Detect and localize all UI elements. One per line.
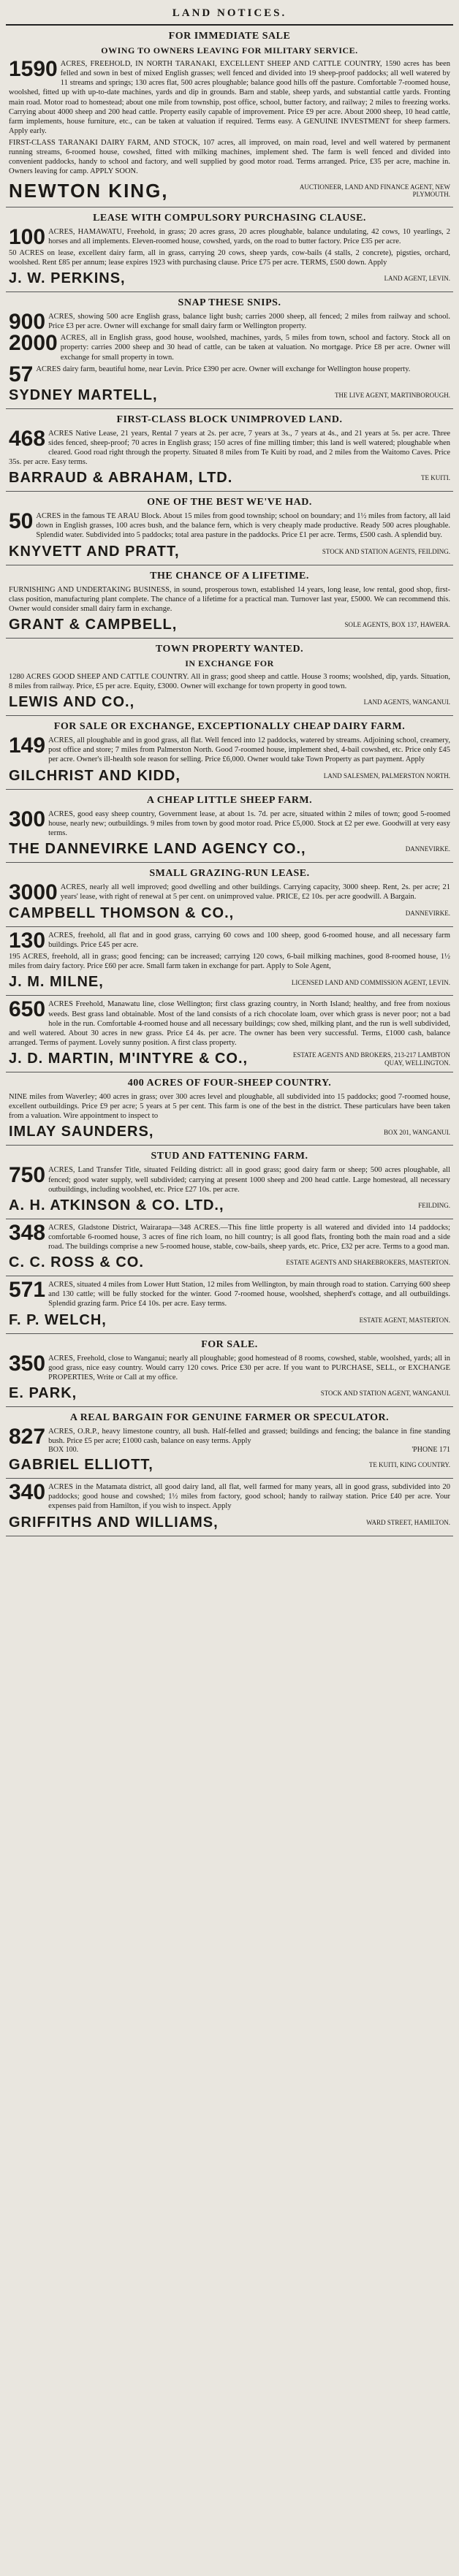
ad-body — [9, 1351, 450, 1382]
ad-body — [9, 511, 450, 540]
acreage-number: 348 — [9, 1220, 46, 1245]
ad-body — [9, 1220, 450, 1251]
land-advertisement — [6, 292, 453, 409]
acreage-number: 149 — [9, 733, 46, 758]
agent-signature — [9, 841, 450, 858]
acreage-number-2: 2000 — [9, 331, 58, 356]
acreage-number: 1590 — [9, 57, 58, 81]
ads-list — [6, 26, 453, 1536]
ad-body — [9, 809, 450, 838]
ad-body — [9, 880, 450, 904]
land-advertisement — [6, 639, 453, 716]
ad-body — [9, 672, 450, 691]
acreage-number: 350 — [9, 1351, 46, 1376]
ad-body — [9, 426, 450, 468]
acreage-number-3: 57 — [9, 362, 34, 386]
agent-signature — [9, 1254, 450, 1271]
ad-body — [9, 733, 450, 764]
ad-text: 1280 ACRES GOOD SHEEP AND CATTLE COUNTRY. All in grass; good sheep and cattle. House 3 rooms; woolshed, dip, yards. Situation, 8 miles from railway. Price, £5 per acre. Equity, £3000. Owner will exchange for town property in good town. — [9, 672, 450, 690]
ad-heading: THE CHANCE OF A LIFETIME. — [150, 570, 309, 582]
ad-body-2 — [9, 333, 450, 362]
ad-text: ACRES Freehold, Manawatu line, close Wellington; first class grazing country, in North Island; healthy, and free from noxious weeds. Best grass land obtainable. Most of the land consists of a rich chocolate loam, over which grass is never poor; not a bad hole in the run. Comfortable 4-roomed house and all necessary buildings; cow shed, milking plant, and the run is well subdivided, and well watered. About 30 acres in new grass. Price £4 4s. per acre. The owner has been very successful. Terms, £1000 cash, balance arranged. Terms of payment. Lovely sunny position. A first class property. — [9, 1000, 450, 1047]
ad-subheading: OWING TO OWNERS LEAVING FOR MILITARY SERVICE. — [101, 45, 358, 56]
ad-secondary-text: FIRST-CLASS TARANAKI DAIRY FARM, AND STOCK, 107 acres, all improved, on main road, level and well watered by permanent running streams, 6-roomed house, cowshed, fitted with milking machines, implement shed. The farm is well fenced and divided into convenient paddocks, handy to school and factory, and well supplied by good motor road. Terms arranged. Price, £35 per acre, machine in. Owners leaving for camp. APPLY SOON. — [9, 139, 450, 176]
agent-details: AUCTIONEER, LAND AND FINANCE AGENT, NEW PLYMOUTH. — [299, 183, 450, 198]
agent-details: LICENSED LAND AND COMMISSION AGENT, LEVIN. — [291, 978, 450, 986]
ad-text: NINE miles from Waverley; 400 acres in grass; over 300 acres level and ploughable, all subdivided into 15 paddocks; good 7-roomed house, excellent outbuildings. Price £9 per acre; 5 years at 5 per cent. This farm is one of the best in the district. These particulars have been taken from a valuation. Wire appointment to inspect to — [9, 1093, 450, 1121]
acreage-number: 130 — [9, 928, 46, 953]
agent-name: SYDNEY MARTELL, — [9, 386, 158, 403]
ad-text: ACRES, situated 4 miles from Lower Hutt Station, 12 miles from Wellington, by main through road to station. Carrying 600 sheep and 130 cattle; will be fully stocked for the winter. Good 7-roomed house, woolshed, shepherd's cottage, and all outbuildings. Splendid grazing farm. Price £4 10s. per acre. Easy terms. — [48, 1281, 450, 1308]
land-advertisement — [6, 565, 453, 639]
acreage-number: 468 — [9, 426, 46, 451]
agent-signature — [9, 974, 450, 991]
acreage-number: 100 — [9, 224, 46, 249]
ad-text: ACRES, HAMAWATU, Freehold, in grass; 20 acres grass, 20 acres ploughable, balance undulating, 42 cows, 10 yearlings, 2 horses and all implements. Eleven-roomed house, cowshed, yards, on the road to butter factory. Price £35 per acre. — [48, 227, 450, 245]
agent-signature — [9, 387, 450, 404]
agent-name: C. C. ROSS & CO. — [9, 1254, 144, 1271]
agent-signature — [9, 1051, 450, 1067]
land-advertisement — [6, 1276, 453, 1333]
ad-body — [9, 1482, 450, 1511]
agent-details: WARD STREET, HAMILTON. — [366, 1518, 450, 1526]
ad-body — [9, 1280, 450, 1308]
agent-name: J. D. MARTIN, M'INTYRE & CO., — [9, 1051, 249, 1067]
ad-heading: FOR SALE. — [201, 1338, 258, 1350]
agent-signature — [9, 1457, 450, 1474]
agent-signature — [9, 544, 450, 560]
ad-heading: FOR IMMEDIATE SALE — [168, 31, 291, 42]
ad-heading: LEASE WITH COMPULSORY PURCHASING CLAUSE. — [93, 212, 366, 224]
ad-body — [9, 1424, 450, 1449]
land-advertisement — [6, 1334, 453, 1407]
agent-signature — [9, 180, 450, 202]
ad-body — [9, 224, 450, 249]
acreage-number: 900 — [9, 310, 46, 334]
land-advertisement — [6, 1219, 453, 1276]
ad-heading: A CHEAP LITTLE SHEEP FARM. — [146, 794, 313, 806]
ad-body — [9, 928, 450, 953]
ad-heading: FOR SALE OR EXCHANGE, EXCEPTIONALLY CHEAP DAIRY FARM. — [53, 721, 406, 733]
ad-text: FURNISHING AND UNDERTAKING BUSINESS, in sound, prosperous town, established 14 years, long lease, low rental, good shop, first-class position, manufacturing plant complete. The chance of a lifetime for a practical man. Turnover last year, £5000. We can recommend this. Owner would consider small dairy farm in exchange. — [9, 585, 450, 613]
agent-signature — [9, 694, 450, 711]
agent-name: E. PARK, — [9, 1384, 77, 1401]
ad-text: ACRES, good easy sheep country, Government lease, at about 1s. 7d. per acre, situated within 2 miles of town; good 5-roomed house, nearly new; outbuildings. 9 miles from town by good motor road. Price £5,000. Stock at £2 per ewe. Goodwill at very easy terms. — [48, 809, 450, 837]
land-notices-page — [6, 0, 453, 1536]
agent-name: NEWTON KING, — [9, 179, 169, 202]
ad-body — [9, 585, 450, 614]
phone-number: 'PHONE 171 — [411, 1446, 450, 1455]
masthead: LAND NOTICES. — [6, 4, 453, 26]
acreage-number: 571 — [9, 1278, 46, 1303]
acreage-number: 50 — [9, 509, 34, 534]
acreage-number: 750 — [9, 1163, 46, 1188]
ad-heading: 400 ACRES OF FOUR-SHEEP COUNTRY. — [127, 1078, 332, 1089]
ad-body-3 — [9, 362, 450, 386]
acreage-number: 827 — [9, 1424, 46, 1449]
agent-name: CAMPBELL THOMSON & CO., — [9, 904, 235, 921]
agent-details: ESTATE AGENT, MASTERTON. — [359, 1316, 450, 1324]
land-advertisement — [6, 1479, 453, 1536]
land-advertisement — [6, 790, 453, 863]
agent-signature — [9, 1514, 450, 1531]
agent-signature — [9, 1197, 450, 1214]
agent-details: DANNEVIRKE. — [405, 845, 450, 853]
land-advertisement — [6, 863, 453, 927]
agent-signature — [9, 617, 450, 633]
ad-heading: SMALL GRAZING-RUN LEASE. — [149, 867, 310, 879]
agent-name: F. P. WELCH, — [9, 1311, 107, 1328]
agent-details: ESTATE AGENTS AND SHAREBROKERS, MASTERTON. — [286, 1259, 450, 1267]
agent-signature — [9, 768, 450, 785]
agent-signature — [9, 905, 450, 922]
ad-text: ACRES, Land Transfer Title, situated Feilding district: all in good grass; good dairy farm or sheep; 500 acres ploughable, all fenced; good water supply, well subdivided; carrying at present 1000 sheep and 200 head cattle. Large homestead, all necessary outbuildings, including woolshed, etc. Price £27 10s. per acre. — [48, 1166, 450, 1194]
agent-name: A. H. ATKINSON & CO. LTD., — [9, 1197, 224, 1213]
ad-body — [9, 310, 450, 334]
acreage-number: 300 — [9, 807, 46, 831]
ad-secondary-text: 195 ACRES, freehold, all in grass; good fencing; can be increased; carrying 120 cows, 6-bail milking machines, good 8-roomed house, 1½ miles from dairy factory. Price £60 per acre. Small farm taken in exchange for part. Apply to Sole Agent, — [9, 953, 450, 971]
ad-text: ACRES, showing 500 acre English grass, balance light bush; carries 2000 sheep, all fenced; 2 miles from railway and school. Price £3 per acre. Owner will exchange for small dairy farm or Wellington property. — [48, 313, 450, 331]
ad-text: ACRES in the Matamata district, all good dairy land, all flat, well farmed for many years, all in good grass, subdivided into 20 paddocks; good house and cowshed; 1½ miles from factory, good school; handy to railway station. Price £40 per acre. Your expenses paid from Hamilton, if you wish to inspect. Apply — [48, 1483, 450, 1511]
ad-heading: TOWN PROPERTY WANTED. — [155, 643, 304, 655]
agent-details: LAND AGENT, LEVIN. — [384, 275, 450, 283]
agent-name: GABRIEL ELLIOTT, — [9, 1457, 153, 1474]
agent-details: THE LIVE AGENT, MARTINBOROUGH. — [334, 391, 450, 399]
agent-details: SOLE AGENTS, BOX 137, HAWERA. — [344, 621, 450, 629]
agent-details: TE KUITI. — [421, 474, 450, 482]
land-advertisement — [6, 492, 453, 565]
box-number: BOX 100. — [48, 1446, 79, 1455]
land-advertisement — [6, 1072, 453, 1146]
land-advertisement — [6, 26, 453, 207]
land-advertisement — [6, 207, 453, 293]
land-advertisement — [6, 409, 453, 492]
acreage-number: 650 — [9, 997, 46, 1022]
land-advertisement — [6, 1146, 453, 1219]
acreage-number: 340 — [9, 1480, 46, 1505]
ad-text: ACRES, FREEHOLD, IN NORTH TARANAKI, EXCELLENT SHEEP AND CATTLE COUNTRY, 1590 acres has been felled and sown in best of mixed English grasses; well fenced and divided into 19 sheep-proof paddocks; all well watered by 11 streams and springs; 130 acres flat, 500 acres ploughable; balance good hills off the pasture. Comfortable 7-roomed house, woolshed, fitted up with up-to-date machines, yards and dip in grounds. Barn and stable, sheep yards, and substantial cattle yards. Fronting main road. Motor road to homestead; about one mile from township, post office, school, butter factory, and railway; 2 miles to freezing works. Carrying about 4000 sheep and 200 head cattle. Property easily capable of improvement. Price £9 per acre. About 2000 sheep, 10 head cattle, farm implements, house furniture, etc., can be taken at valuation if required. Terms easy. A GENUINE INVESTMENT for sheep farmers. Apply early. — [9, 60, 450, 135]
ad-text: ACRES, freehold, all flat and in good grass, carrying 60 cows and 100 sheep, good 6-roomed house, and all necessary farm buildings. Price £45 per acre. — [48, 931, 450, 949]
agent-details: TE KUITI, KING COUNTRY. — [368, 1461, 450, 1469]
ad-heading: ONE OF THE BEST WE'VE HAD. — [147, 497, 312, 508]
ad-text: ACRES, O.R.P., heavy limestone country, all bush. Half-felled and grassed; buildings and fencing; the balance in fine standing bush. Price £5 per acre; £1000 cash, balance on easy terms. Apply — [48, 1427, 450, 1445]
ad-body — [9, 1165, 450, 1194]
ad-heading: A REAL BARGAIN FOR GENUINE FARMER OR SPECULATOR. — [69, 1411, 390, 1423]
agent-name: GRIFFITHS AND WILLIAMS, — [9, 1514, 219, 1531]
agent-signature — [9, 1385, 450, 1402]
ad-text: ACRES Native Lease, 21 years, Rental 7 years at 2s. per acre, 7 years at 3s., 7 years at 4s., and 21 years at 5s. per acre. Three sides fenced, sheep-proof; 70 acres in English grass; 150 acres of fine milling timber; this land is well watered; ploughable when cleared. Good road right through the property. Situated 8 miles from Te Kuiti by road, and 2 miles from the Waitomo Caves. Price 35s. per acre. Easy terms. — [9, 429, 450, 466]
agent-details: STOCK AND STATION AGENT, WANGANUI. — [320, 1390, 450, 1398]
ad-text: ACRES, Freehold, close to Wanganui; nearly all ploughable; good homestead of 8 rooms, cowshed, stable, woolshed, yards; all in good grass, nice easy country. Would carry 120 cows. Price £30 per acre. If you want to PURCHASE, SELL, or EXCHANGE PROPERTIES, Write or Call at my office. — [48, 1354, 450, 1382]
ad-heading: SNAP THESE SNIPS. — [178, 297, 281, 308]
ad-body — [9, 999, 450, 1048]
agent-signature — [9, 1312, 450, 1329]
ad-heading: FIRST-CLASS BLOCK UNIMPROVED LAND. — [116, 414, 343, 425]
ad-text: ACRES, Gladstone District, Wairarapa—348 ACRES.—This fine little property is all watered and divided into 14 paddocks; comfortable 6-roomed house, 3 acres of fine rich loam, no hill country; is all good flats, fronting both the main road and a side road. The buildings comprise a new 5-roomed house, stable, cow-bails, sheep yards, etc. Price, £32 per acre. Terms to a good man. — [48, 1223, 450, 1251]
agent-signature — [9, 1124, 450, 1140]
acreage-number: 3000 — [9, 880, 58, 904]
agent-details: FEILDING. — [418, 1202, 450, 1210]
land-advertisement — [6, 1407, 453, 1479]
ad-secondary-text: 50 ACRES on lease, excellent dairy farm, all in grass, carrying 20 cows, sheep yards, cow-bails (4 stalls, 2 concrete), pigsties, orchard, woolshed. Rent £85 per annum; lease expires 1923 with purchasing clause. Price £75 per acre. TERMS, £500 down. Apply — [9, 248, 450, 267]
agent-details: STOCK AND STATION AGENTS, FEILDING. — [322, 547, 450, 555]
agent-name: THE DANNEVIRKE LAND AGENCY CO., — [9, 840, 306, 857]
ad-subheading: IN EXCHANGE FOR — [185, 658, 274, 668]
agent-name: J. M. MILNE, — [9, 974, 104, 991]
agent-details: LAND AGENTS, WANGANUI. — [363, 698, 450, 706]
ad-body — [9, 59, 450, 136]
agent-name: KNYVETT AND PRATT, — [9, 543, 180, 560]
agent-name: IMLAY SAUNDERS, — [9, 1124, 154, 1140]
land-advertisement — [6, 996, 453, 1072]
agent-signature — [9, 470, 450, 487]
agent-name: J. W. PERKINS, — [9, 270, 126, 286]
agent-name: BARRAUD & ABRAHAM, LTD. — [9, 470, 233, 487]
agent-name: LEWIS AND CO., — [9, 694, 135, 711]
ad-body — [9, 1092, 450, 1121]
ad-text-2: ACRES, all in English grass, good house, woolshed, machines, yards, 5 miles from town, school and factory. Stock all on property: carries 2000 sheep and 30 head of cattle, can be taken at valuation. No mortgage. Price £8 per acre. Owner will exchange for small property in town. — [60, 334, 450, 362]
agent-details: ESTATE AGENTS AND BROKERS, 213-217 LAMBTON QUAY, WELLINGTON. — [292, 1051, 450, 1067]
land-advertisement — [6, 716, 453, 789]
ad-heading: STUD AND FATTENING FARM. — [151, 1151, 308, 1162]
contact-row — [48, 1446, 450, 1454]
ad-text-3: ACRES dairy farm, beautiful home, near Levin. Price £390 per acre. Owner will exchange for Wellington house property. — [36, 365, 411, 373]
agent-name: GRANT & CAMPBELL, — [9, 616, 178, 633]
agent-details: BOX 201, WANGANUI. — [384, 1128, 450, 1136]
agent-details: DANNEVIRKE. — [405, 910, 450, 918]
agent-signature — [9, 270, 450, 287]
ad-text: ACRES in the famous TE ARAU Block. About 15 miles from good township; school on boundary; and 1½ miles from factory, all laid down in English grasses, 100 acres bush, and the balance fern, which is very cheaply made productive. Ready 500 acres ploughable. Splendid water. Subdivided into 5 paddocks; total area pasture in the paddocks. Price £1 per acre. Terms, £500 cash. A splendid buy. — [36, 512, 450, 540]
land-advertisement — [6, 927, 453, 997]
ad-text: ACRES, nearly all well improved; good dwelling and other buildings. Carrying capacity, 3000 sheep. Rent, 2s. per acre; 21 years' lease, with right of renewal at 5 per cent. on unimproved value. PRICE, £2 10s. per acre goodwill. A Bargain. — [60, 883, 450, 901]
agent-details: LAND SALESMEN, PALMERSTON NORTH. — [323, 771, 450, 780]
ad-text: ACRES, all ploughable and in good grass, all flat. Well fenced into 12 paddocks, watered by streams. Adjoining school, creamery, post office and store; 7 miles from Palmerston North. Good 7-roomed house, implement shed, 4-bail cowshed, etc. Price only £45 per acre. Owner's ill-health sole reason for selling. Price £6,000. Owner would take Town Property as part payment. Apply — [48, 736, 450, 764]
agent-name: GILCHRIST AND KIDD, — [9, 767, 181, 784]
